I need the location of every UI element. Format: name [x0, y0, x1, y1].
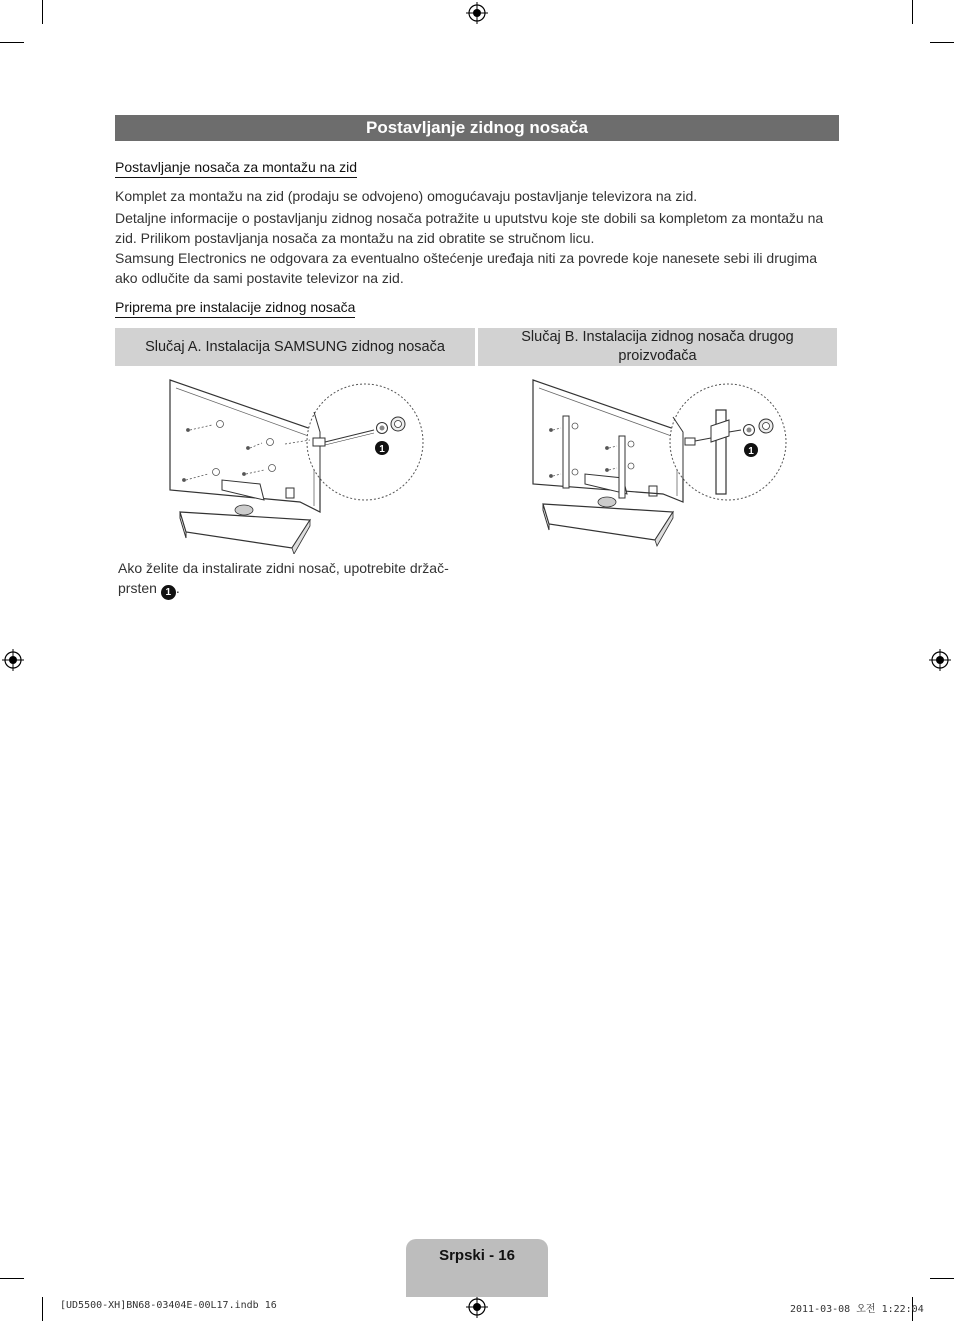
registration-mark-icon: [2, 649, 24, 671]
crop-mark: [0, 1278, 24, 1279]
registration-mark-icon: [466, 1296, 488, 1318]
registration-mark-icon: [466, 2, 488, 24]
callout-number-icon: 1: [161, 585, 176, 600]
note-text: Ako želite da instalirate zidni nosač, upotrebite držač-prsten: [118, 560, 449, 596]
figure-case-a: [160, 372, 430, 554]
callout-number-icon: 1: [748, 446, 754, 457]
figure-case-b: [523, 372, 793, 554]
crop-mark: [930, 1278, 954, 1279]
case-b-header: Slučaj B. Instalacija zidnog nosača drugog proizvođača: [478, 328, 837, 366]
note-period: .: [175, 580, 180, 596]
crop-mark: [930, 42, 954, 43]
case-a-header: Slučaj A. Instalacija SAMSUNG zidnog nosača: [115, 328, 475, 366]
subsection-heading-preparation: Priprema pre instalacije zidnog nosača: [115, 299, 355, 318]
crop-mark: [42, 1297, 43, 1321]
subsection-heading-mounting: Postavljanje nosača za montažu na zid: [115, 159, 357, 178]
section-title: Postavljanje zidnog nosača: [115, 115, 839, 141]
crop-mark: [42, 0, 43, 24]
crop-mark: [0, 42, 24, 43]
registration-mark-icon: [929, 649, 951, 671]
print-timestamp: 2011-03-08 오전 1:22:04: [790, 1304, 924, 1315]
file-info: [UD5500-XH]BN68-03404E-00L17.indb 16: [60, 1300, 277, 1311]
paragraph-kit: Komplet za montažu na zid (prodaju se odvojeno) omogućavaju postavljanje televizora na zid.: [115, 188, 698, 204]
note-holder-ring: [118, 558, 468, 600]
crop-mark: [912, 0, 913, 24]
paragraph-disclaimer: Samsung Electronics ne odgovara za eventualno oštećenje uređaja niti za povrede koje nanesete sebi ili drugima ako odlučite da sami postavite televizor na zid.: [115, 250, 817, 286]
page-number-tab: Srpski - 16: [406, 1239, 548, 1297]
callout-number-icon: 1: [379, 444, 385, 455]
paragraph-details: Detaljne informacije o postavljanju zidnog nosača potražite u uputstvu koje ste dobili sa kompletom za montažu na zid. Prilikom postavljanja nosača za montažu na zid obratite se stručnom licu.: [115, 210, 824, 246]
